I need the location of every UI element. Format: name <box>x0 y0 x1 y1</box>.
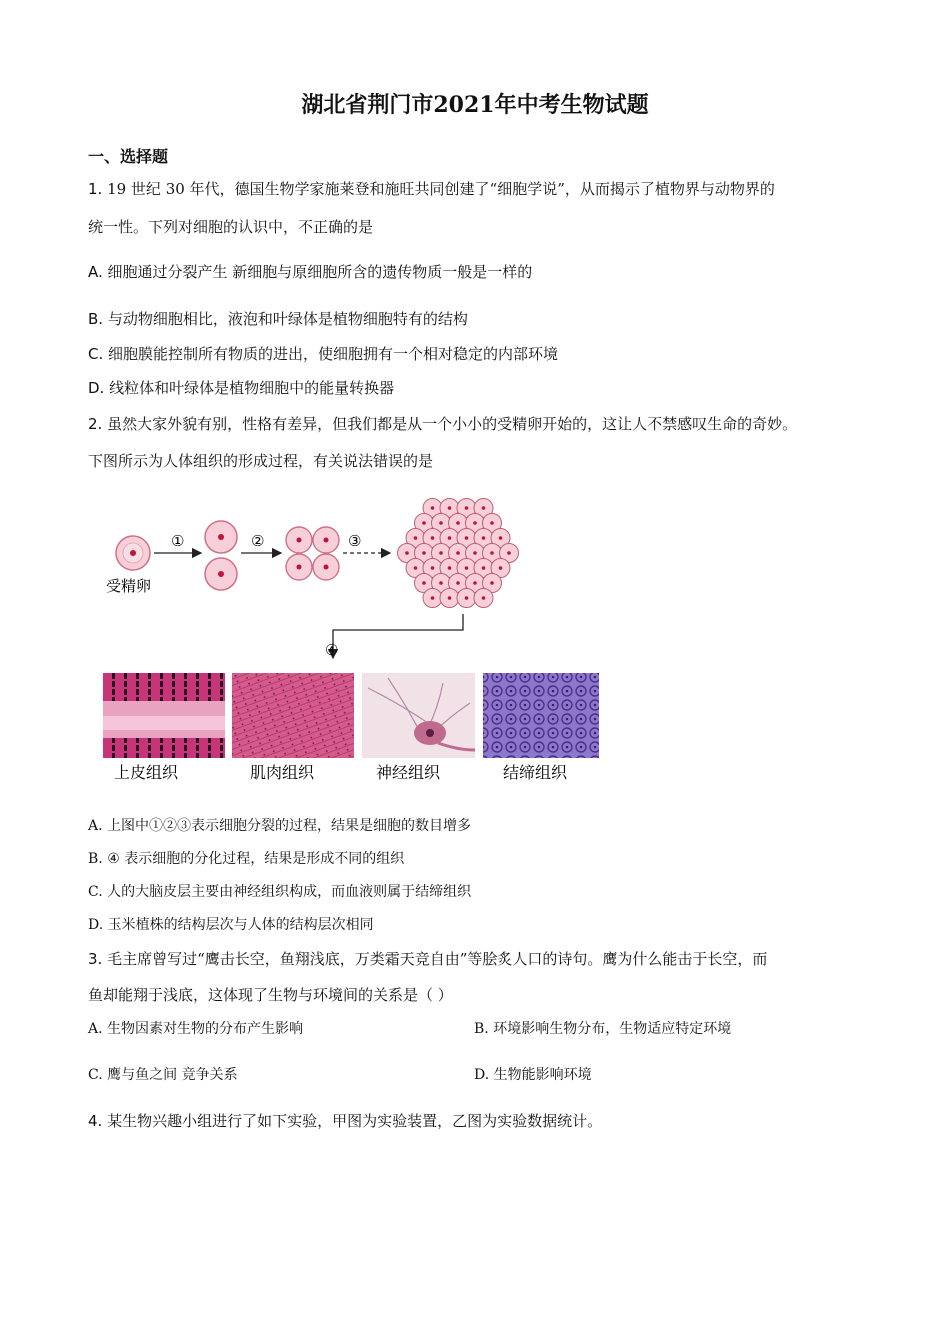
tissue-label-muscle: 肌肉组织 <box>250 763 315 782</box>
cluster-cell-nucleus <box>439 521 443 525</box>
q1-option-a-letter: A. <box>88 263 103 281</box>
cluster-cell-nucleus <box>465 566 469 570</box>
q2-stem-text1: 虽然大家外貌有别，性格有差异，但我们都是从一个小小的受精卵开始的，这让人不禁感叹生命的奇妙。 <box>102 415 798 433</box>
cluster-cell-nucleus <box>465 506 469 510</box>
cluster-cell-nucleus <box>473 551 477 555</box>
q4-stem <box>88 1111 602 1131</box>
q4-number: 4. <box>88 1112 103 1130</box>
cluster-cell-nucleus <box>473 521 477 525</box>
cell-cluster <box>398 499 519 608</box>
tissue-formation-diagram <box>98 488 610 788</box>
q1-option-d-text: 线粒体和叶绿体是植物细胞中的能量转换器 <box>104 379 395 397</box>
tissue-label-epithelial: 上皮组织 <box>114 763 179 782</box>
arrow-step-4 <box>333 614 463 658</box>
q2-option-c[interactable]: C. 人的大脑皮层主要由神经组织构成，而血液则属于结缔组织 <box>88 884 472 900</box>
cluster-cell-nucleus <box>422 521 426 525</box>
cluster-cell-nucleus <box>448 506 452 510</box>
cluster-cell-nucleus <box>465 536 469 540</box>
q4-stem-text: 某生物兴趣小组进行了如下实验，甲图为实验装置，乙图为实验数据统计。 <box>102 1112 603 1130</box>
step-1-label: ① <box>171 532 185 550</box>
cluster-cell-nucleus <box>405 551 409 555</box>
cluster-cell-nucleus <box>482 566 486 570</box>
cluster-cell-nucleus <box>456 521 460 525</box>
q1-option-c[interactable] <box>88 344 558 364</box>
cluster-cell-nucleus <box>456 581 460 585</box>
q3-stem-line2: 鱼却能翔于浅底，这体现了生物与环境间的关系是（ ） <box>88 986 453 1004</box>
cluster-cell-nucleus <box>448 596 452 600</box>
cluster-cell-nucleus <box>490 551 494 555</box>
q1-option-a[interactable] <box>88 262 532 282</box>
q1-option-b[interactable] <box>88 309 468 329</box>
cluster-cell-nucleus <box>448 536 452 540</box>
q1-option-a-text: 细胞通过分裂产生 新细胞与原细胞所含的遗传物质一般是一样的 <box>102 263 533 281</box>
q1-stem-line1 <box>88 179 775 199</box>
cluster-cell-nucleus <box>431 506 435 510</box>
cluster-cell-nucleus <box>456 551 460 555</box>
q2-stem-line2: 下图所示为人体组织的形成过程，有关说法错误的是 <box>88 452 434 470</box>
cluster-cell-nucleus <box>422 551 426 555</box>
muscle-tissue-image <box>232 673 354 758</box>
epithelial-tissue-image <box>103 673 225 758</box>
q2-number: 2. <box>88 415 103 433</box>
cluster-cell-nucleus <box>482 536 486 540</box>
q1-option-d[interactable] <box>88 378 394 398</box>
q3-option-b[interactable]: B. 环境影响生物分布，生物适应特定环境 <box>474 1021 732 1037</box>
q2-stem-line1 <box>88 414 797 434</box>
q3-stem-text1: 毛主席曾写过“鹰击长空，鱼翔浅底，万类霜天竞自由”等脍炙人口的诗句。鹰为什么能击于长空，而 <box>102 950 768 968</box>
cluster-cell-nucleus <box>499 536 503 540</box>
q1-stem-line2: 统一性。下列对细胞的认识中，不正确的是 <box>88 218 374 236</box>
cluster-cell-nucleus <box>507 551 511 555</box>
cluster-cell-nucleus <box>414 536 418 540</box>
cluster-cell-nucleus <box>439 581 443 585</box>
step-3-label: ③ <box>348 532 362 550</box>
cluster-cell-nucleus <box>473 581 477 585</box>
cluster-cell-nucleus <box>414 566 418 570</box>
cluster-cell-nucleus <box>490 521 494 525</box>
cluster-cell-nucleus <box>448 566 452 570</box>
q2-option-b[interactable]: B. ④ 表示细胞的分化过程，结果是形成不同的组织 <box>88 851 405 867</box>
cluster-cell-nucleus <box>465 596 469 600</box>
q3-stem-line1 <box>88 949 767 969</box>
cluster-cell-nucleus <box>431 596 435 600</box>
cluster-cell-nucleus <box>431 566 435 570</box>
two-cell-stage <box>205 521 237 590</box>
zygote-cell <box>116 536 150 570</box>
step-4-label: ④ <box>325 641 339 659</box>
q1-option-b-letter: B. <box>88 310 104 328</box>
q2-option-d[interactable]: D. 玉米植株的结构层次与人体的结构层次相同 <box>88 917 374 933</box>
connective-tissue-image <box>483 673 599 758</box>
q3-option-c[interactable]: C. 鹰与鱼之间 竞争关系 <box>88 1067 238 1083</box>
step-2-label: ② <box>251 532 265 550</box>
page-title: 湖北省荆门市2021年中考生物试题 <box>301 92 649 118</box>
cluster-cell-nucleus <box>439 551 443 555</box>
cluster-cell-nucleus <box>482 596 486 600</box>
q3-option-d[interactable]: D. 生物能影响环境 <box>474 1067 592 1083</box>
tissue-label-connective: 结缔组织 <box>503 763 568 782</box>
q1-option-b-text: 与动物细胞相比，液泡和叶绿体是植物细胞特有的结构 <box>103 310 468 328</box>
q1-option-d-letter: D. <box>88 379 105 397</box>
q3-option-a[interactable]: A. 生物因素对生物的分布产生影响 <box>88 1021 304 1037</box>
cluster-cell-nucleus <box>422 581 426 585</box>
q1-option-c-letter: C. <box>88 345 104 363</box>
q1-number: 1. <box>88 180 103 198</box>
cluster-cell-nucleus <box>499 566 503 570</box>
cluster-cell-nucleus <box>431 536 435 540</box>
q2-option-a[interactable]: A. 上图中①②③表示细胞分裂的过程，结果是细胞的数目增多 <box>88 818 472 834</box>
cluster-cell-nucleus <box>490 581 494 585</box>
section-heading: 一、选择题 <box>88 147 169 166</box>
zygote-label: 受精卵 <box>106 577 152 595</box>
q1-stem-text1: 19 世纪 30 年代，德国生物学家施莱登和施旺共同创建了“细胞学说”，从而揭示了植物界与动物界的 <box>102 180 775 198</box>
q3-number: 3. <box>88 950 103 968</box>
cluster-cell-nucleus <box>482 506 486 510</box>
four-cell-stage <box>286 527 339 580</box>
tissue-label-nerve: 神经组织 <box>376 763 441 782</box>
q1-option-c-text: 细胞膜能控制所有物质的进出，使细胞拥有一个相对稳定的内部环境 <box>103 345 559 363</box>
nerve-tissue-image <box>362 673 475 758</box>
